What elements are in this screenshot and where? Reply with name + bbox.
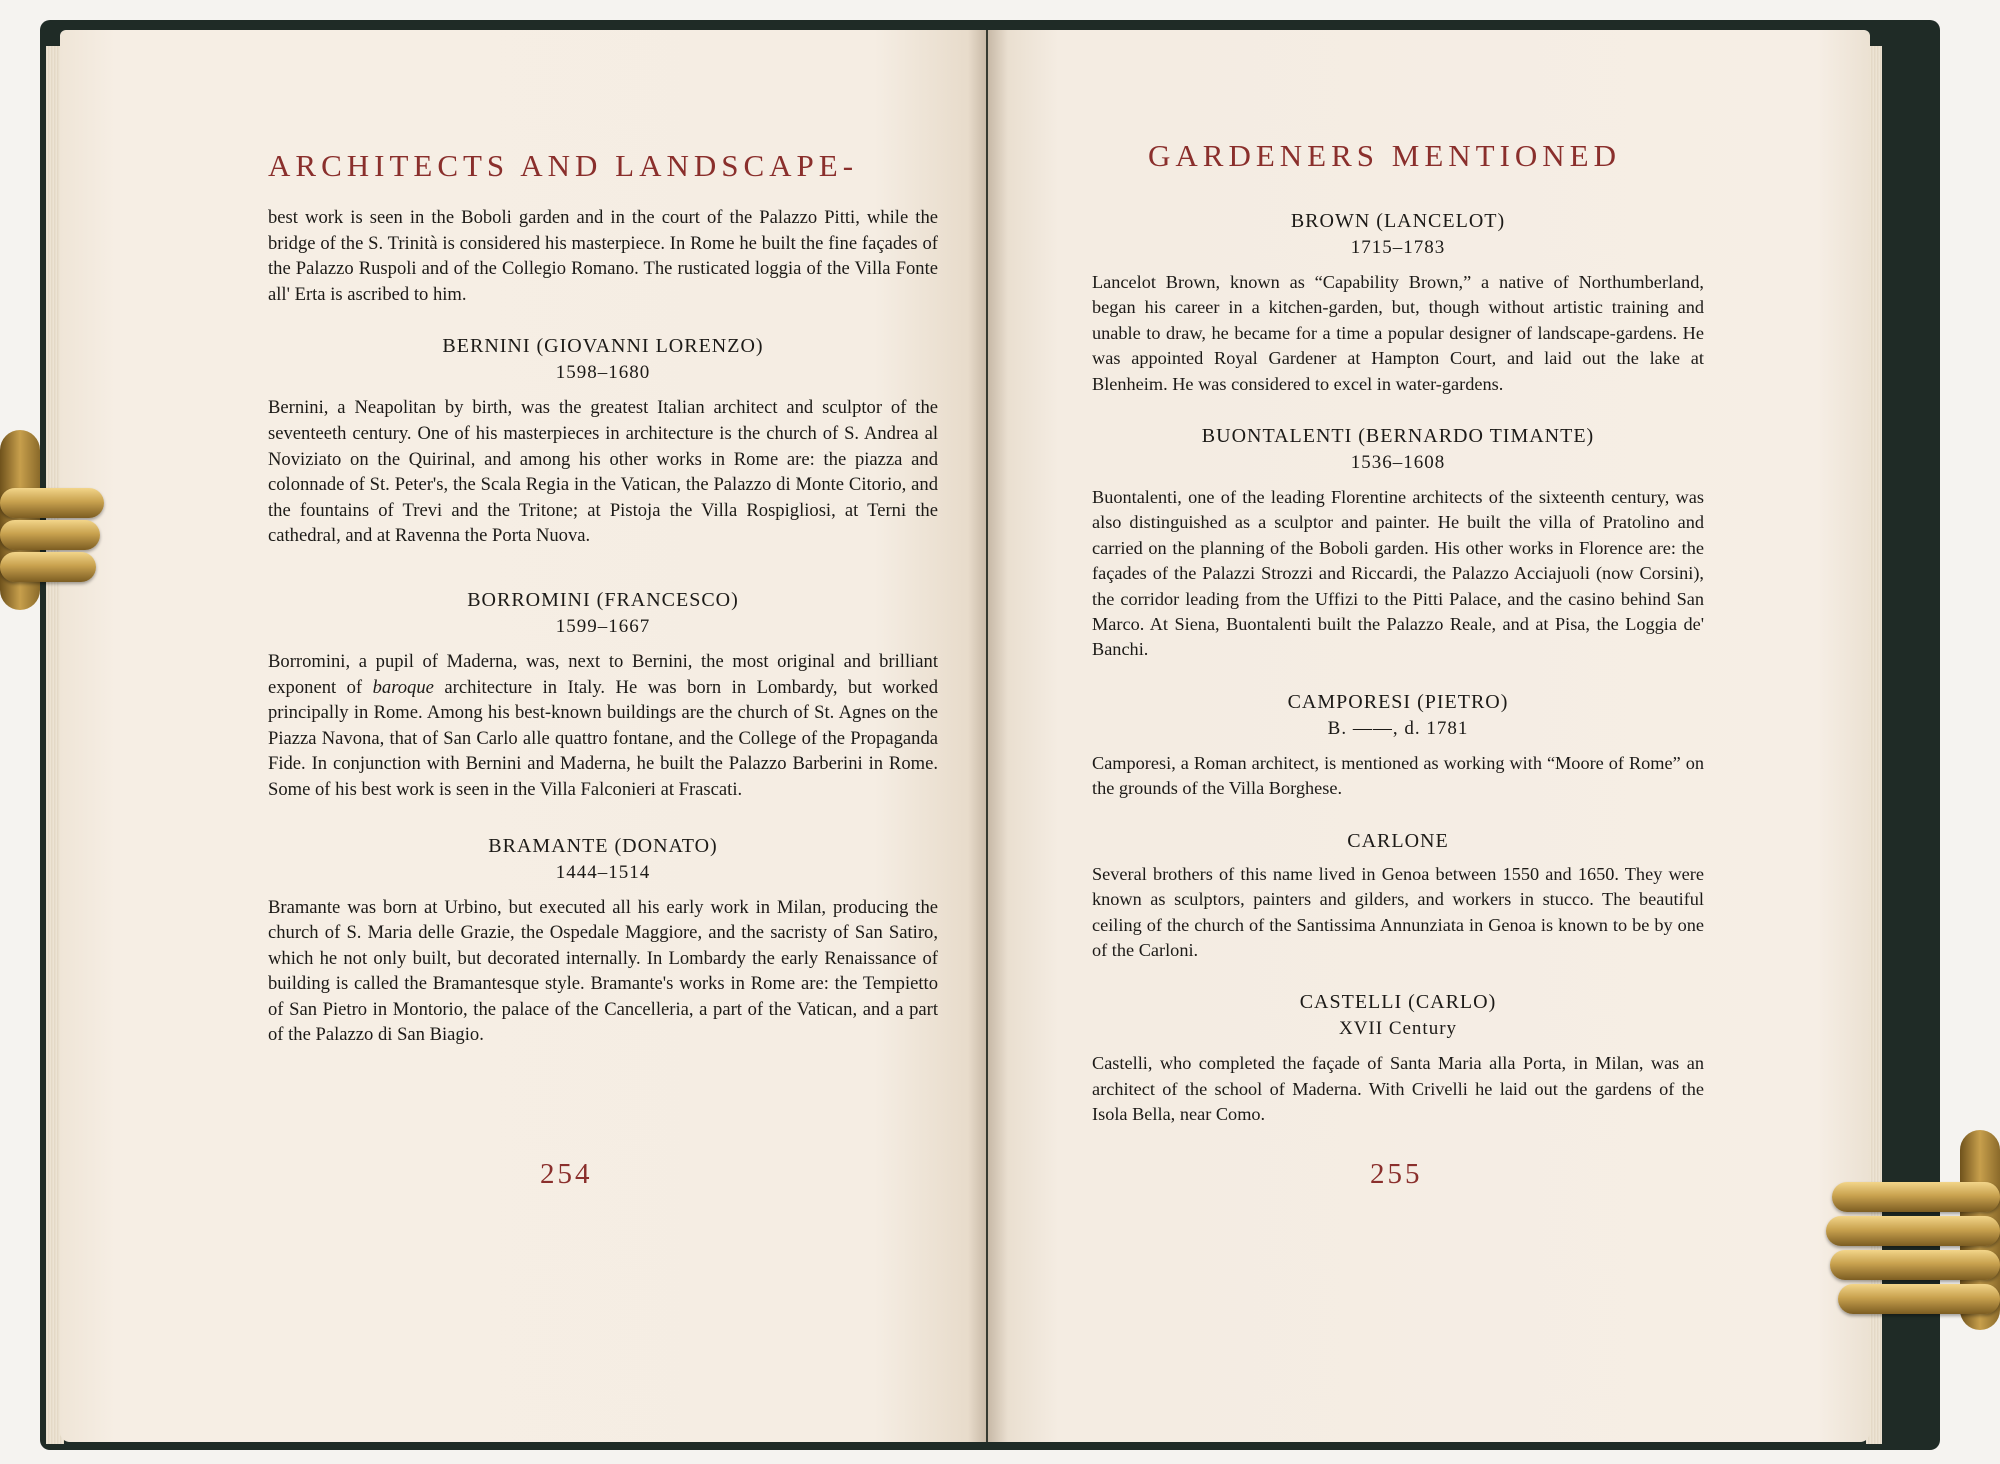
running-head: GARDENERS MENTIONED xyxy=(1148,138,1622,173)
entry-body: Castelli, who completed the façade of Santa Maria alla Porta, in Milan, was an architect of the school of Maderna. With Crivelli he laid out the gardens of the Isola Bella, near Como. xyxy=(1092,1053,1704,1125)
entry-dates: XVII Century xyxy=(1338,1018,1458,1040)
entry-dates: 1536–1608 xyxy=(1350,452,1446,474)
italic-term: baroque xyxy=(372,676,434,698)
left-brass-page-clip xyxy=(0,430,110,610)
entry-carlone xyxy=(1092,828,1704,964)
running-head: ARCHITECTS AND LANDSCAPE- xyxy=(268,148,859,183)
entry-title: BERNINI (GIOVANNI LORENZO) xyxy=(442,335,764,358)
entry-dates: 1599–1667 xyxy=(555,615,651,637)
entry-body: Buontalenti, one of the leading Florentine architects of the sixteenth century, was also distinguished as a sculptor and painter. He built the villa of Pratolino and carried on the planning of the Boboli garden. His other works in Florence are: the façades of the Palazzi Strozzi and Riccardi, the Palazzo Acciajuoli (now Corsini), the corridor leading from the Uffizi to the Pitti Palace, and the casino behind San Marco. At Siena, Buontalenti built the Palazzo Reale, and at Pisa, the Loggia de' Banchi. xyxy=(1092,487,1704,660)
entry-body: Bernini, a Neapolitan by birth, was the greatest Italian architect and sculptor of the seventeeth century. One of his masterpieces in architecture is the church of S. Andrea al Noviziato on the Quirinal, and among his other works in Rome are: the piazza and colonnade of St. Peter's, the Scala Regia in the Vatican, the Palazzo di Monte Citorio, and the fountains of Trevi and the Tritone; at Pistoja the Villa Rospigliosi, at Terni the cathedral, and at Ravenna the Porta Nuova. xyxy=(268,397,938,547)
entry-title: CAMPORESI (PIETRO) xyxy=(1287,690,1509,713)
entry-title: BORROMINI (FRANCESCO) xyxy=(467,588,739,611)
page-number: 255 xyxy=(1370,1158,1423,1190)
entry-body: Several brothers of this name lived in Genoa between 1550 and 1650. They were known as sculptors, painters and gilders, and workers in stucco. The beautiful ceiling of the church of the Santissima Annunziata in Genoa is known to be by one of the Carloni. xyxy=(1092,863,1704,960)
entry-camporesi xyxy=(1092,689,1704,802)
clip-finger xyxy=(1838,1284,2000,1314)
entry-title: BUONTALENTI (BERNARDO TIMANTE) xyxy=(1201,425,1595,448)
entry-dates: B. ——, d. 1781 xyxy=(1327,717,1469,739)
entry-brown xyxy=(1092,208,1704,397)
entry-body xyxy=(268,649,938,803)
entry-title: BROWN (LANCELOT) xyxy=(1290,210,1506,232)
entry-body: Camporesi, a Roman architect, is mentioned as working with “Moore of Rome” on the grounds of the Villa Borghese. xyxy=(1092,752,1704,799)
right-page-text-column xyxy=(1092,208,1704,1154)
entry-title: BRAMANTE (DONATO) xyxy=(488,834,718,857)
right-page xyxy=(988,30,1870,1442)
book-gutter xyxy=(968,30,1008,1442)
entry-dates: 1444–1514 xyxy=(555,861,651,883)
clip-finger xyxy=(1832,1182,2000,1212)
right-brass-page-clip xyxy=(1822,1130,2000,1330)
entry-title: CASTELLI (CARLO) xyxy=(1299,991,1497,1014)
entry-dates: 1598–1680 xyxy=(555,362,651,384)
entry-body-part: architecture in Italy. He was born in Lombardy, but worked principally in Rome. Among his best-known buildings are the church of St. Agnes on the Piazza Navona, that of San Carlo alle quattro fontane, and the College of the Propaganda Fide. In conjunction with Bernini and Maderna, he built the Palazzo Barberini in Rome. Some of his best work is seen in the Villa Falconieri at Frascati. xyxy=(268,676,938,800)
entry-title: CARLONE xyxy=(1347,829,1449,852)
entry-body: Bramante was born at Urbino, but executed all his early work in Milan, producing the church of S. Maria delle Grazie, the Ospedale Maggiore, and the sacristy of San Satiro, which he not only built, but decorated internally. In Lombardy the early Renaissance of building is called the Bramantesque style. Bramante's works in Rome are: the Tempietto of San Pietro in Montorio, the palace of the Cancelleria, a part of the Vatican, and a part of the Palazzo di San Biagio. xyxy=(268,896,938,1046)
entry-body: Lancelot Brown, known as “Capability Brown,” a native of Northumberland, began his career in a kitchen-garden, but, though without artistic training and unable to draw, he became for a time a popular designer of landscape-gardens. He was appointed Royal Gardener at Hampton Court, and laid out the lake at Blenheim. He was considered to excel in water-gardens. xyxy=(1092,272,1704,394)
entry-castelli xyxy=(1092,989,1704,1127)
clip-finger xyxy=(0,552,96,582)
page-number: 254 xyxy=(540,1158,593,1190)
left-page-text-column xyxy=(268,205,938,1074)
left-page xyxy=(60,30,986,1442)
entry-bramante xyxy=(268,833,938,1049)
entry-body-part: Borromini, a pupil of Maderna, was, next to Bernini, the most original and brilliant exponent of xyxy=(268,650,938,698)
continuation-paragraph: best work is seen in the Boboli garden and in the court of the Palazzo Pitti, while the bridge of the S. Trinità is considered his masterpiece. In Rome he built the fine façades of the Palazzo Ruspoli and of the Collegio Romano. The rusticated loggia of the Villa Fonte all' Erta is ascribed to him. xyxy=(268,207,938,305)
clip-finger xyxy=(1830,1250,2000,1280)
clip-finger xyxy=(0,520,100,550)
entry-buontalenti xyxy=(1092,423,1704,663)
entry-dates: 1715–1783 xyxy=(1350,237,1446,258)
entry-bernini xyxy=(268,333,938,549)
clip-finger xyxy=(1826,1216,2000,1246)
clip-finger xyxy=(0,488,104,518)
entry-borromini xyxy=(268,587,938,803)
